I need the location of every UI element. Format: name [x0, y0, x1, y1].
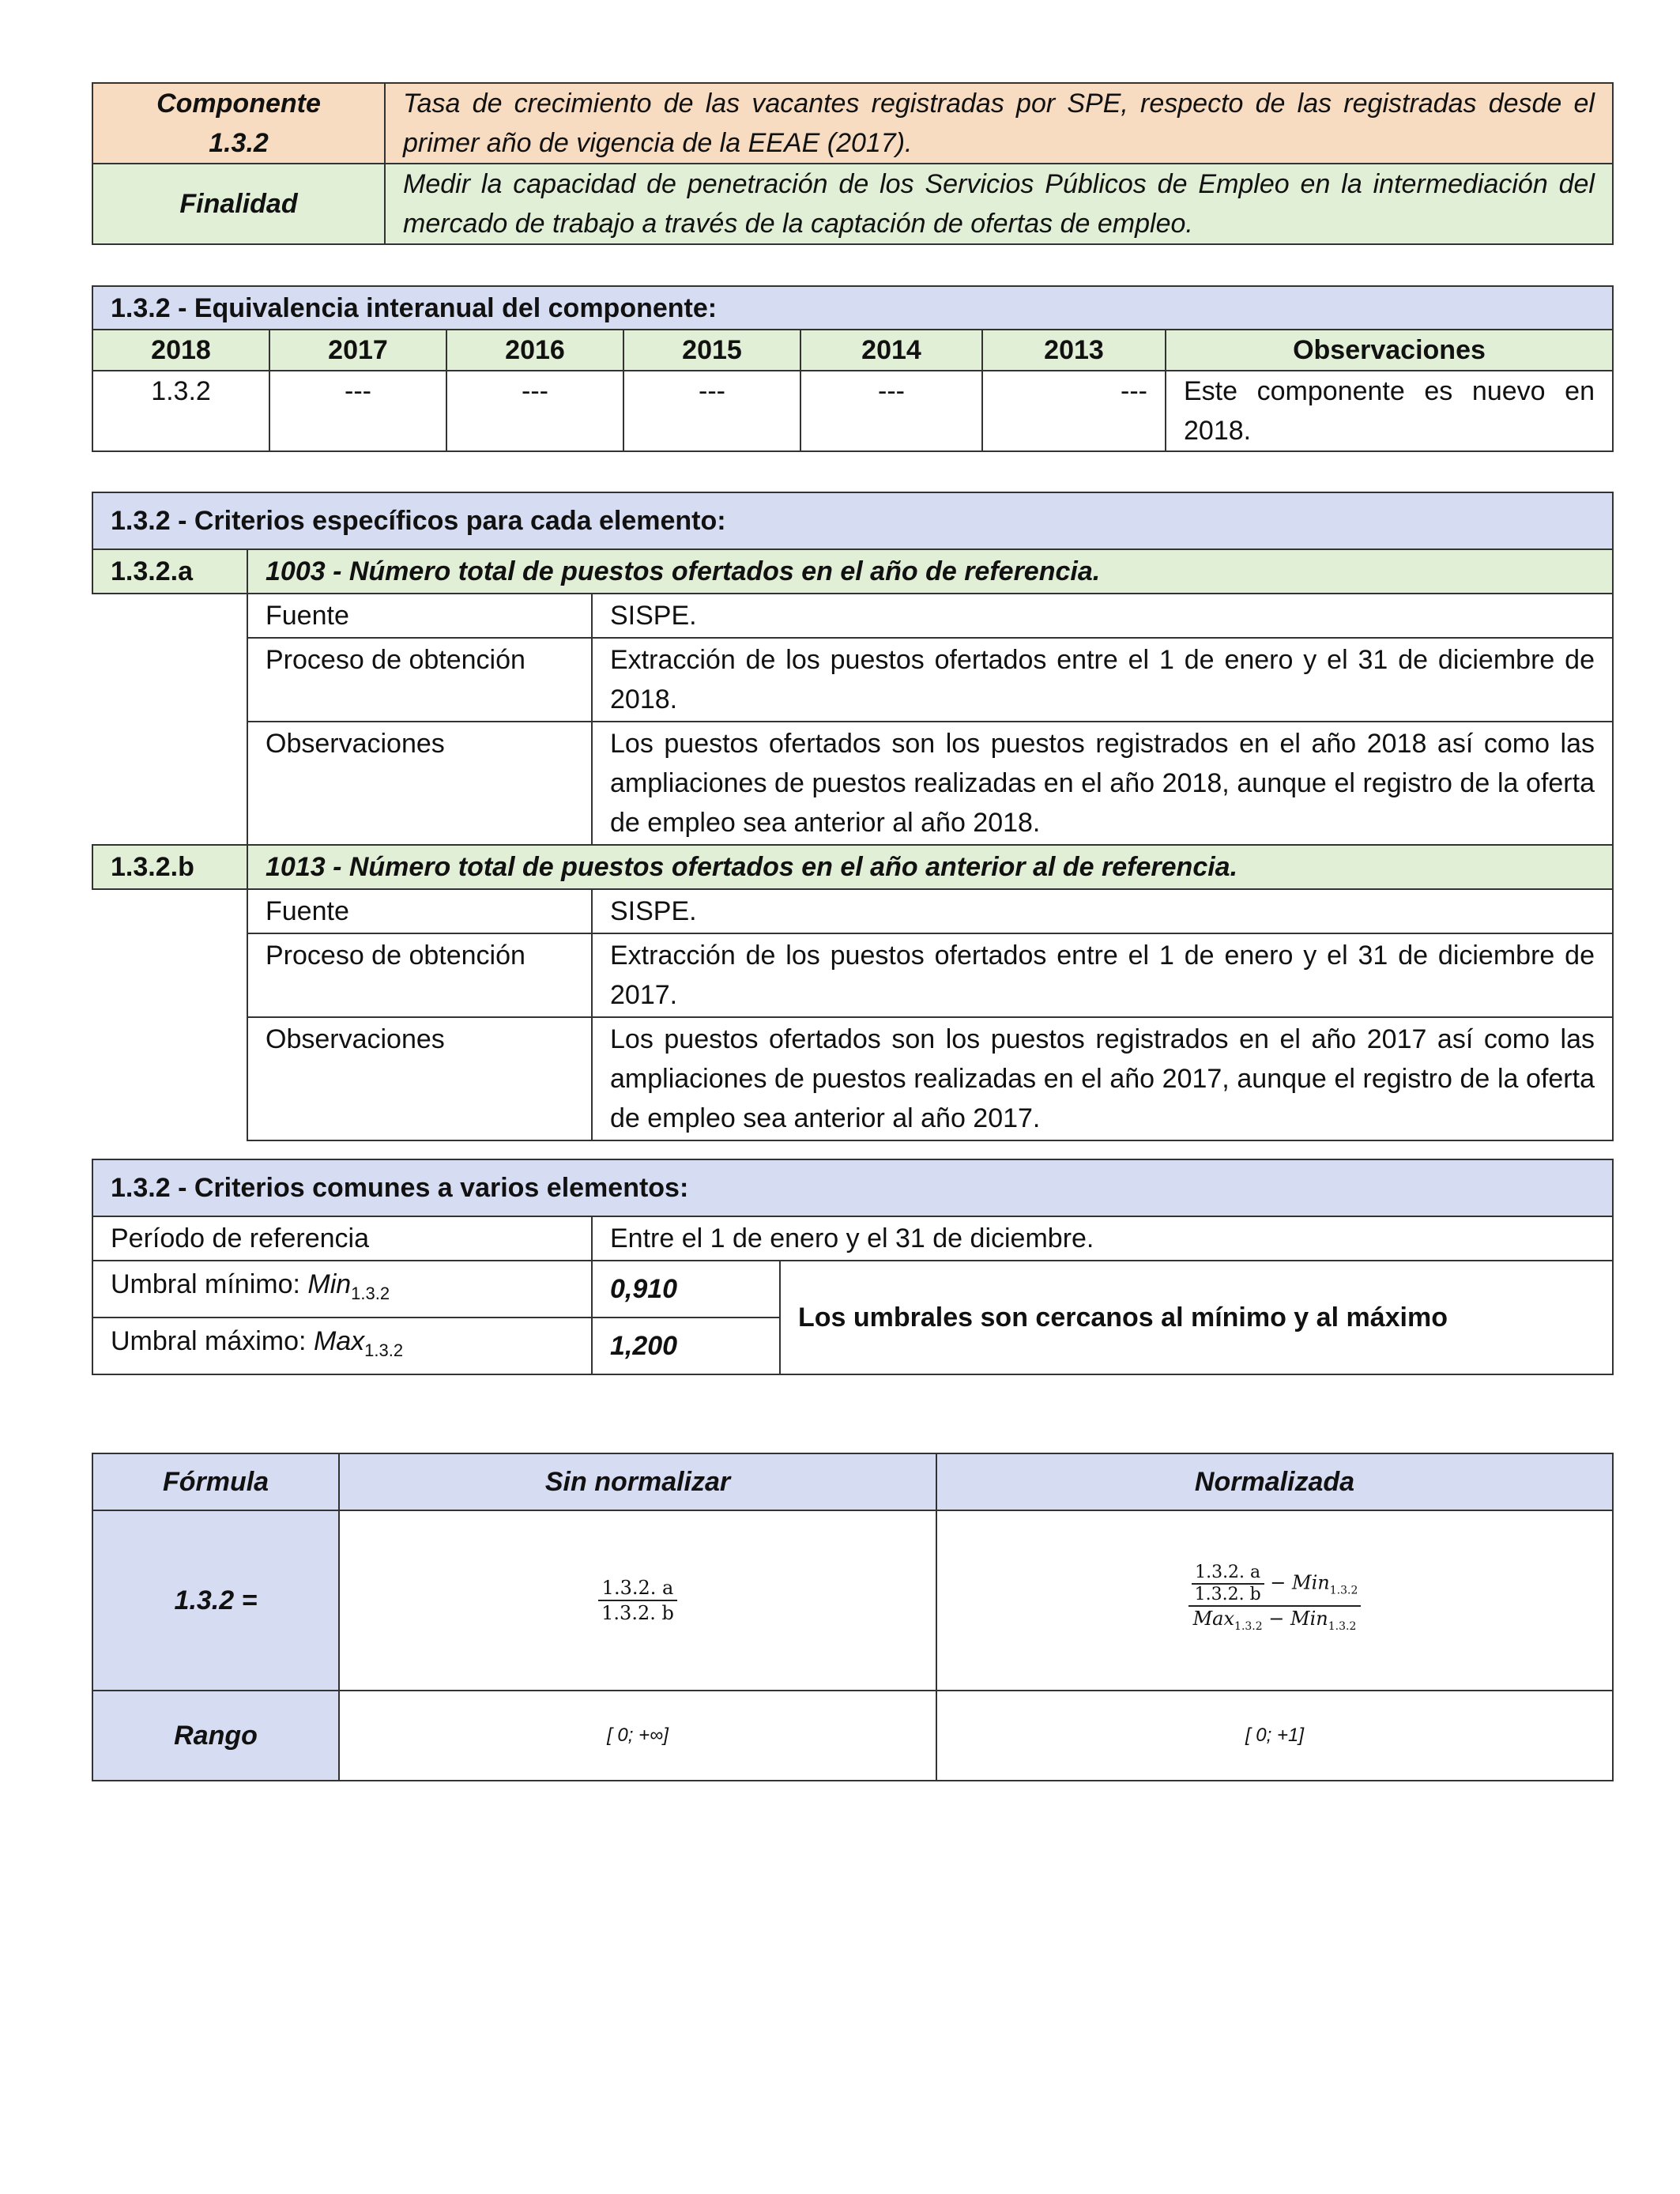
equivalence-cell: ---	[446, 371, 623, 451]
spacer	[92, 889, 247, 1140]
specific-criteria-title: 1.3.2 - Criterios específicos para cada elemento:	[92, 492, 1613, 549]
element-code: 1.3.2.a	[92, 549, 247, 594]
element-name: 1013 - Número total de puestos ofertados en el año anterior al de referencia.	[247, 845, 1613, 889]
equivalence-observation: Este componente es nuevo en 2018.	[1166, 371, 1613, 451]
component-code: 1.3.2	[209, 128, 269, 158]
max-symbol: Max	[313, 1326, 365, 1357]
range-label: Rango	[92, 1691, 339, 1781]
purpose-label: Finalidad	[92, 164, 385, 244]
min-symbol: Min	[307, 1269, 352, 1300]
equivalence-cell: ---	[982, 371, 1166, 451]
criteria-label: Fuente	[247, 594, 592, 638]
criteria-value: SISPE.	[592, 594, 1613, 638]
equivalence-cell: 1.3.2	[92, 371, 269, 451]
equivalence-table	[92, 285, 1614, 452]
normalized-numerator	[1188, 1563, 1362, 1607]
min-label-text: Umbral mínimo:	[111, 1269, 308, 1300]
equivalence-header: 2015	[623, 330, 800, 371]
min-threshold-value: 0,910	[592, 1261, 780, 1318]
range-normalized: [ 0; +1]	[936, 1691, 1613, 1781]
min-sub: 1.3.2	[351, 1283, 390, 1303]
criteria-value: SISPE.	[592, 889, 1613, 933]
formula-raw	[339, 1510, 936, 1691]
criteria-label: Proceso de obtención	[247, 638, 592, 722]
raw-denominator: 1.3.2. b	[601, 1602, 674, 1624]
equivalence-header: Observaciones	[1166, 330, 1613, 371]
denominator-max: Max	[1192, 1608, 1235, 1630]
equivalence-header: 2013	[982, 330, 1166, 371]
component-label: Componente	[156, 89, 321, 119]
period-label: Período de referencia	[92, 1216, 592, 1261]
criteria-value: Extracción de los puestos ofertados entre el 1 de enero y el 31 de diciembre de 2017.	[592, 933, 1613, 1017]
raw-numerator: 1.3.2. a	[598, 1576, 677, 1601]
formula-table	[92, 1453, 1614, 1781]
criteria-label: Observaciones	[247, 1017, 592, 1140]
inner-fraction	[1192, 1563, 1264, 1605]
normalized-minus-min: − Min	[1270, 1571, 1330, 1594]
formula-header: Normalizada	[936, 1453, 1613, 1510]
max-threshold-label	[92, 1318, 592, 1374]
range-raw: [ 0; +∞]	[339, 1691, 936, 1781]
formula-header: Fórmula	[92, 1453, 339, 1510]
raw-fraction	[598, 1576, 677, 1625]
formula-row-label: 1.3.2 =	[92, 1510, 339, 1691]
min-threshold-label	[92, 1261, 592, 1318]
criteria-value: Los puestos ofertados son los puestos registrados en el año 2018 así como las ampliaciones de puestos realizadas en el año 2018, aunque el registro de la oferta de empleo sea anterior al año 2018.	[592, 722, 1613, 845]
spacer	[92, 594, 247, 845]
equivalence-cell: ---	[800, 371, 982, 451]
criteria-value: Extracción de los puestos ofertados entre el 1 de enero y el 31 de diciembre de 2018.	[592, 638, 1613, 722]
normalized-denominator	[1188, 1607, 1362, 1638]
common-criteria-title: 1.3.2 - Criterios comunes a varios elementos:	[92, 1159, 1613, 1216]
criteria-label: Fuente	[247, 889, 592, 933]
denominator-minus-min: − Min	[1262, 1608, 1328, 1630]
inner-denominator: 1.3.2. b	[1194, 1585, 1261, 1605]
equivalence-title: 1.3.2 - Equivalencia interanual del componente:	[92, 286, 1613, 330]
component-label-cell	[92, 83, 385, 164]
criteria-label: Observaciones	[247, 722, 592, 845]
denominator-max-sub: 1.3.2	[1234, 1619, 1263, 1633]
formula-header: Sin normalizar	[339, 1453, 936, 1510]
inner-numerator: 1.3.2. a	[1192, 1563, 1264, 1585]
specific-criteria-table	[92, 492, 1614, 1141]
denominator-min-sub: 1.3.2	[1328, 1619, 1357, 1633]
threshold-note: Los umbrales son cercanos al mínimo y al máximo	[780, 1261, 1613, 1374]
common-criteria-table	[92, 1159, 1614, 1375]
component-description: Tasa de crecimiento de las vacantes registradas por SPE, respecto de las registradas desde el primer año de vigencia de la EEAE (2017).	[385, 83, 1613, 164]
equivalence-header: 2018	[92, 330, 269, 371]
element-code: 1.3.2.b	[92, 845, 247, 889]
max-threshold-value: 1,200	[592, 1318, 780, 1374]
criteria-value: Los puestos ofertados son los puestos registrados en el año 2017 así como las ampliaciones de puestos realizadas en el año 2017, aunque el registro de la oferta de empleo sea anterior al año 2017.	[592, 1017, 1613, 1140]
max-sub: 1.3.2	[364, 1340, 404, 1360]
equivalence-header: 2016	[446, 330, 623, 371]
normalized-fraction	[1188, 1563, 1362, 1638]
equivalence-cell: ---	[269, 371, 446, 451]
component-table	[92, 82, 1614, 245]
normalized-min-sub: 1.3.2	[1329, 1584, 1358, 1597]
purpose-text: Medir la capacidad de penetración de los Servicios Públicos de Empleo en la intermediación del mercado de trabajo a través de la captación de ofertas de empleo.	[385, 164, 1613, 244]
period-value: Entre el 1 de enero y el 31 de diciembre.	[592, 1216, 1613, 1261]
equivalence-cell: ---	[623, 371, 800, 451]
element-name: 1003 - Número total de puestos ofertados en el año de referencia.	[247, 549, 1613, 594]
equivalence-header: 2014	[800, 330, 982, 371]
formula-normalized	[936, 1510, 1613, 1691]
equivalence-header: 2017	[269, 330, 446, 371]
criteria-label: Proceso de obtención	[247, 933, 592, 1017]
max-label-text: Umbral máximo:	[111, 1326, 314, 1357]
